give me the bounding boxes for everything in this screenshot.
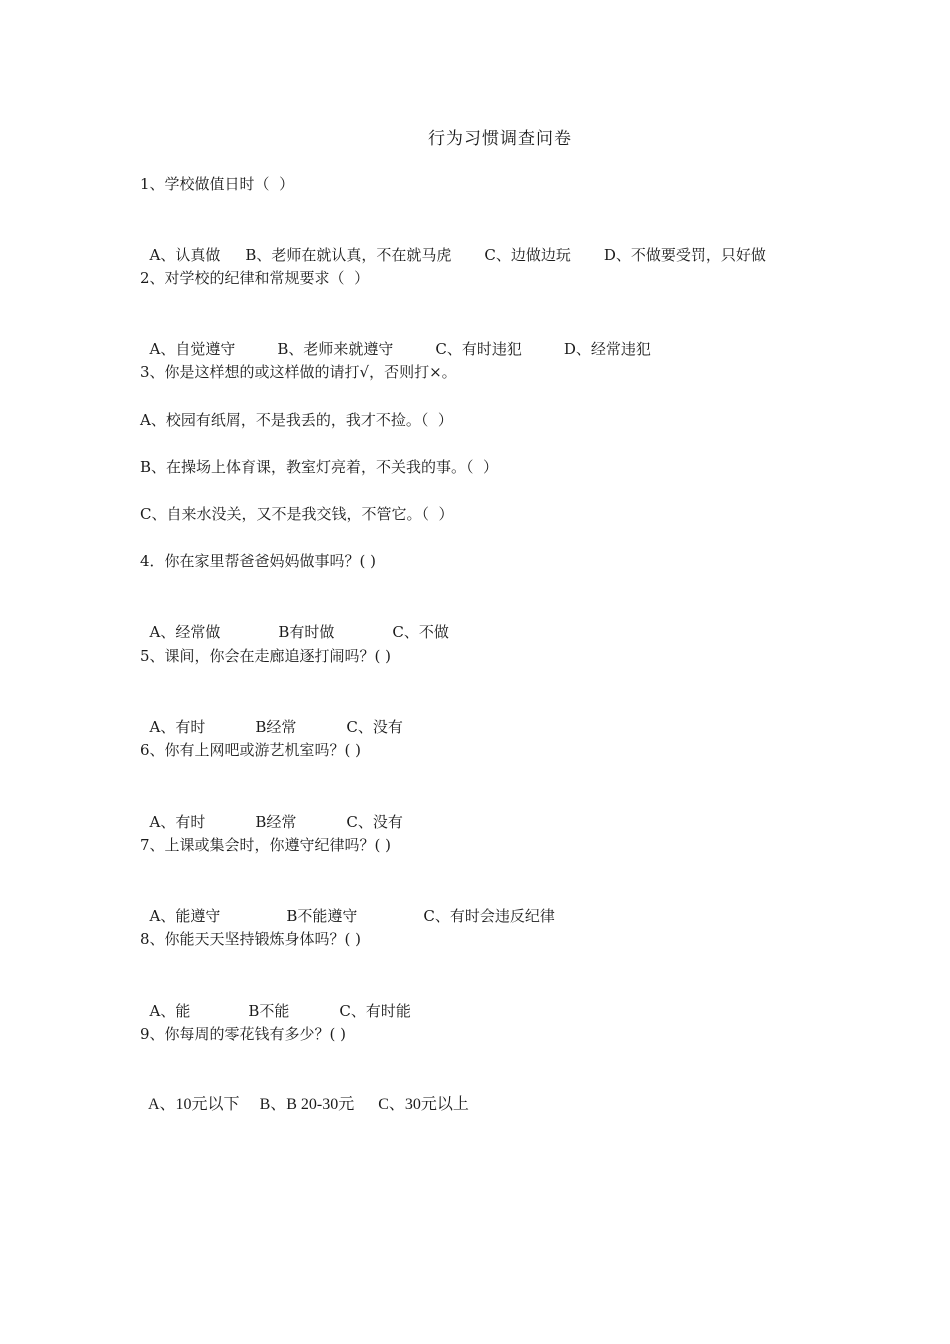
option-b: B有时做 [278, 623, 335, 641]
option-c: C、边做边玩 [484, 246, 571, 264]
option-b: B、老师在就认真，不在就马虎 [245, 246, 452, 264]
question-9: 9、你每周的零花钱有多少？( ) [140, 1025, 347, 1043]
question-2-options [140, 313, 651, 361]
option-a: A、能 [149, 1002, 191, 1020]
option-a: A、经常做 [149, 623, 221, 641]
page-title: 行为习惯调查问卷 [428, 129, 572, 149]
question-8-options [140, 975, 411, 1023]
option-c: C、有时能 [339, 1002, 411, 1020]
option-c: C、30元以上 [378, 1096, 469, 1113]
option-b: B经常 [255, 718, 297, 736]
option-c: C、不做 [392, 623, 449, 641]
question-4-options [140, 596, 449, 644]
statement-b: B、在操场上体育课，教室灯亮着，不关我的事。（ ） [140, 458, 499, 476]
option-a: A、能遵守 [149, 907, 221, 925]
option-a: A、有时 [149, 718, 206, 736]
option-a: A、认真做 [149, 246, 221, 264]
question-1-options [140, 219, 766, 267]
option-b: B不能遵守 [286, 907, 358, 925]
question-5: 5、课间，你会在走廊追逐打闹吗？( ) [140, 647, 392, 665]
option-a: A、10元以下 [148, 1096, 240, 1113]
question-1: 1、学校做值日时（ ） [140, 175, 295, 193]
option-a: A、有时 [149, 813, 206, 831]
option-a: A、自觉遵守 [149, 340, 236, 358]
option-c: C、有时会违反纪律 [423, 907, 555, 925]
option-b: B、B 20-30元 [259, 1096, 355, 1113]
question-2: 2、对学校的纪律和常规要求（ ） [140, 269, 370, 287]
option-c: C、没有 [346, 813, 403, 831]
question-5-options [140, 691, 403, 739]
question-7: 7、上课或集会时，你遵守纪律吗？( ) [140, 836, 392, 854]
option-b: B不能 [248, 1002, 290, 1020]
statement-c: C、自来水没关，又不是我交钱，不管它。（ ） [140, 505, 454, 523]
question-4: 4．你在家里帮爸爸妈妈做事吗？( ) [140, 552, 377, 570]
question-9-options [140, 1069, 469, 1117]
option-c: C、有时违犯 [435, 340, 522, 358]
option-b: B经常 [255, 813, 297, 831]
question-6-options [140, 786, 403, 834]
option-b: B、老师来就遵守 [277, 340, 394, 358]
option-d: D、不做要受罚，只好做 [603, 246, 766, 264]
statement-a: A、校园有纸屑，不是我丢的，我才不捡。（ ） [140, 411, 453, 429]
question-8: 8、你能天天坚持锻炼身体吗？( ) [140, 930, 362, 948]
question-3: 3、你是这样想的或这样做的请打√，否则打×。 [140, 363, 457, 381]
option-c: C、没有 [346, 718, 403, 736]
question-7-options [140, 880, 555, 928]
option-d: D、经常违犯 [563, 340, 651, 358]
question-6: 6、你有上网吧或游艺机室吗？( ) [140, 741, 362, 759]
